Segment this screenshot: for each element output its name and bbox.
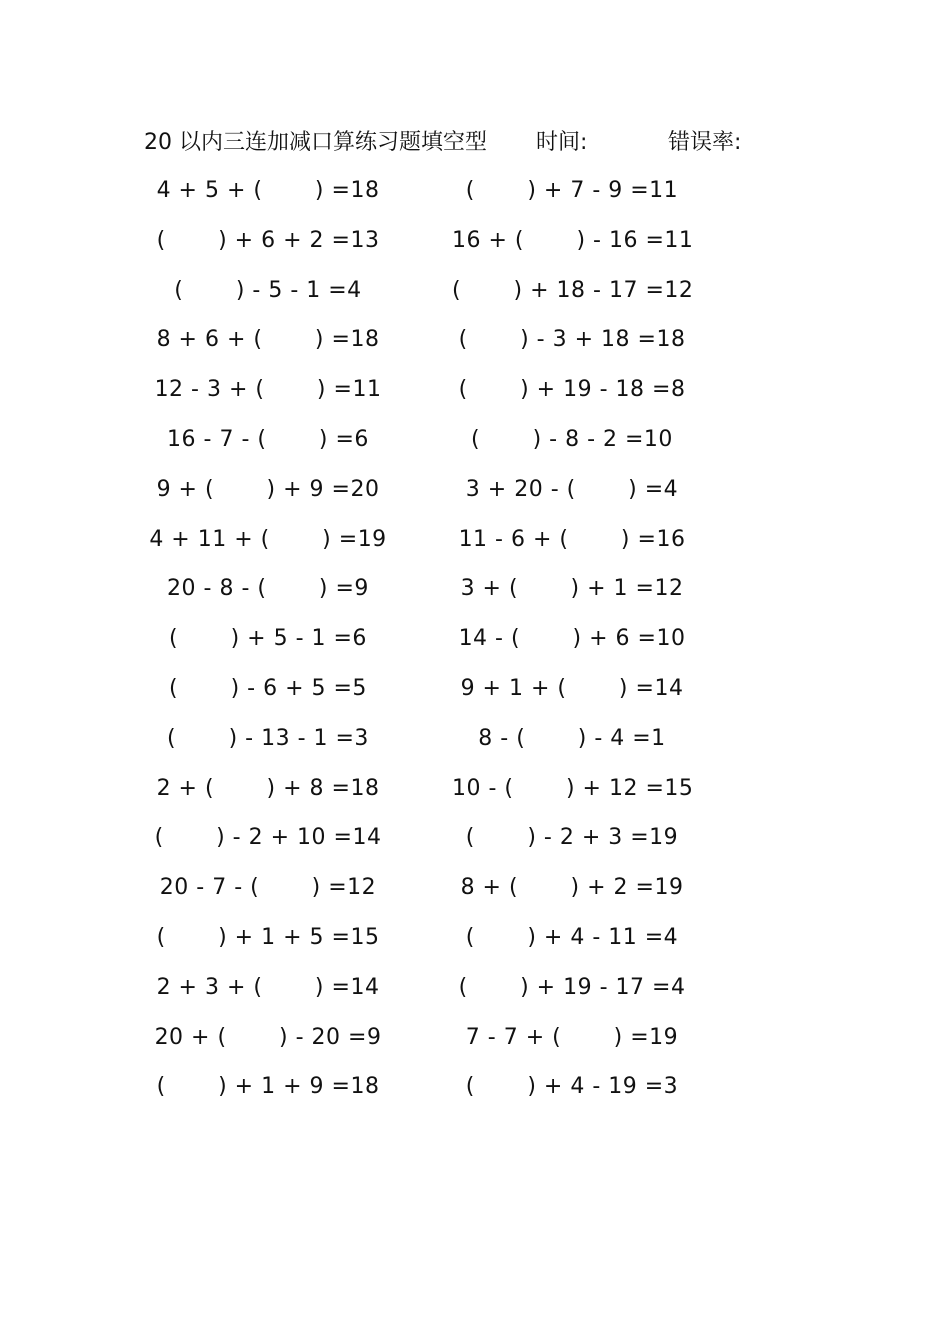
problem-item: ( ) - 8 - 2 =10 xyxy=(471,426,673,452)
problem-item: 20 - 7 - ( ) =12 xyxy=(159,875,377,901)
left-problem-column xyxy=(148,174,388,1120)
problem-item: ( ) - 6 + 5 =5 xyxy=(169,675,367,701)
problem-item: 2 + 3 + ( ) =14 xyxy=(156,974,380,1000)
problem-item: ( ) - 2 + 3 =19 xyxy=(465,825,679,851)
problem-item: ( ) - 3 + 18 =18 xyxy=(458,327,686,353)
problem-item: ( ) - 2 + 10 =14 xyxy=(154,825,382,851)
problem-item: 20 - 8 - ( ) =9 xyxy=(167,576,369,602)
problem-item: 9 + 1 + ( ) =14 xyxy=(460,675,684,701)
problem-item: ( ) + 4 - 19 =3 xyxy=(465,1074,679,1100)
right-problem-column xyxy=(452,174,692,1120)
problem-item: 11 - 6 + ( ) =16 xyxy=(458,526,686,552)
problem-item: 3 + 20 - ( ) =4 xyxy=(465,476,679,502)
problem-item: 10 - ( ) + 12 =15 xyxy=(452,775,694,801)
problem-item: 20 + ( ) - 20 =9 xyxy=(154,1024,382,1050)
problem-item: 2 + ( ) + 8 =18 xyxy=(156,775,380,801)
problem-item: ( ) + 19 - 17 =4 xyxy=(458,974,686,1000)
problem-item: ( ) - 13 - 1 =3 xyxy=(167,725,369,751)
problem-item: 8 + 6 + ( ) =18 xyxy=(156,327,380,353)
problem-item: ( ) + 7 - 9 =11 xyxy=(465,178,679,203)
problem-item: 8 + ( ) + 2 =19 xyxy=(460,875,684,901)
problem-item: ( ) + 18 - 17 =12 xyxy=(452,277,694,303)
problem-item: 8 - ( ) - 4 =1 xyxy=(478,725,666,751)
problem-item: ( ) + 4 - 11 =4 xyxy=(465,924,679,950)
problem-item: 3 + ( ) + 1 =12 xyxy=(460,576,684,602)
error-rate-label: 错误率: xyxy=(668,130,742,155)
worksheet-title: 20 以内三连加减口算练习题填空型 xyxy=(144,130,487,155)
problem-item: 14 - ( ) + 6 =10 xyxy=(458,626,686,652)
problem-item: 16 - 7 - ( ) =6 xyxy=(167,426,369,452)
problem-item: 4 + 11 + ( ) =19 xyxy=(149,526,387,552)
problem-item: 9 + ( ) + 9 =20 xyxy=(156,476,380,502)
problem-item: 16 + ( ) - 16 =11 xyxy=(452,227,694,253)
problem-item: 7 - 7 + ( ) =19 xyxy=(465,1024,679,1050)
problem-item: ( ) + 6 + 2 =13 xyxy=(156,227,380,253)
time-label: 时间: xyxy=(536,130,588,155)
problem-item: ( ) - 5 - 1 =4 xyxy=(174,277,362,303)
problem-item: 4 + 5 + ( ) =18 xyxy=(156,178,380,203)
problem-item: ( ) + 1 + 5 =15 xyxy=(156,924,380,950)
problem-item: 12 - 3 + ( ) =11 xyxy=(154,377,382,403)
problem-item: ( ) + 5 - 1 =6 xyxy=(169,626,367,652)
problem-item: ( ) + 1 + 9 =18 xyxy=(156,1074,380,1100)
problem-item: ( ) + 19 - 18 =8 xyxy=(458,377,686,403)
